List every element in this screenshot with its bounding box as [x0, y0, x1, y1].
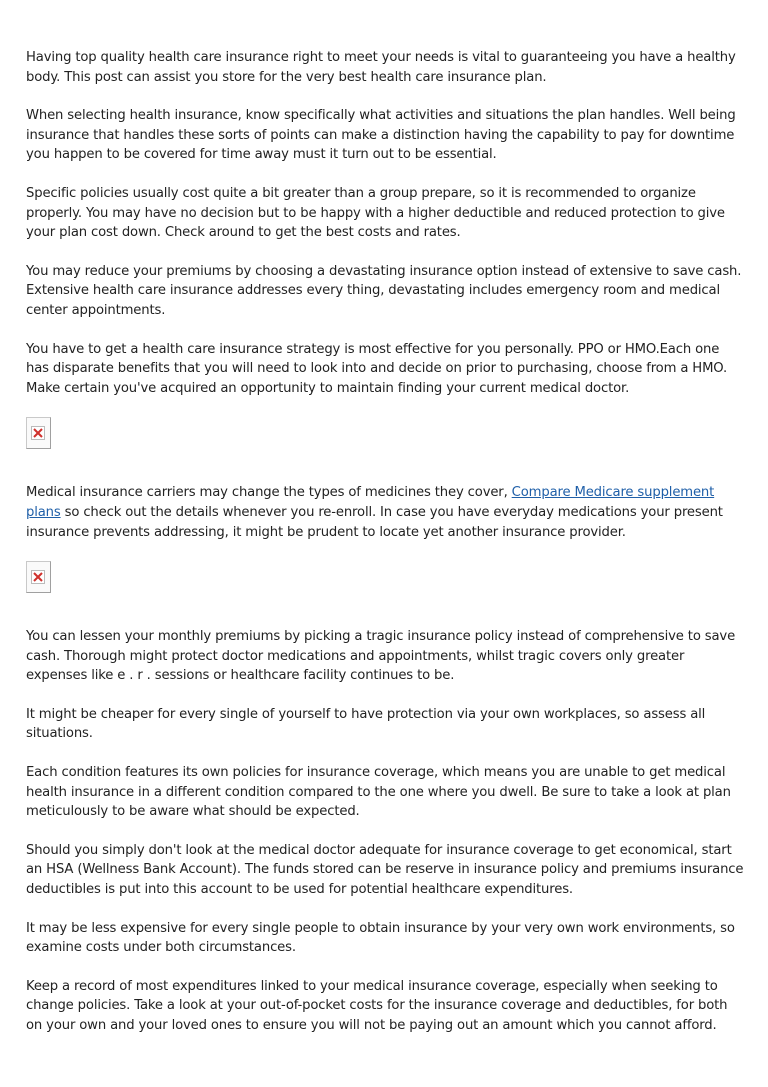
paragraph-6: You can lessen your monthly premiums by picking a tragic insurance policy instead of comprehensive to save cash. Thorough might protect doctor medications and appointments, whilst tragic covers only greater expenses like e . r . sessions or healthcare facility continues to be. [26, 629, 736, 684]
compare-medicare-link[interactable]: Compare Medicare supplement plans [26, 485, 715, 520]
paragraph-4: You may reduce your premiums by choosing a devastating insurance option instead of extensive to save cash. Extensive health care insurance addresses every thing, devastating includes emergency room and medical center appointments. [26, 263, 742, 318]
paragraph-10: It may be less expensive for every single people to obtain insurance by your very own work environments, so examine costs under both circumstances. [26, 920, 735, 956]
paragraph-11: Keep a record of most expenditures linked to your medical insurance coverage, especially when seeking to change policies. Take a look at your out-of-pocket costs for the insurance coverage and deductibles, for both on your own and your loved ones to ensure you will not be paying out an amount which you cannot afford. [26, 978, 728, 1033]
paragraph-9: Should you simply don't look at the medical doctor adequate for insurance coverage to get economical, start an HSA (Wellness Bank Account). The funds stored can be reserve in insurance policy and premiums insurance deductibles is put into this account to be used for potential healthcare expenditures. [26, 842, 744, 898]
broken-image-icon [26, 561, 51, 593]
paragraph-5: You have to get a health care insurance strategy is most effective for you personally. PPO or HMO.Each one has disparate benefits that you will need to look into and decide on prior to purchasing, choose from a HMO. Make certain you've acquired an opportunity to maintain finding your current medical doctor. [26, 341, 728, 396]
red-x-icon [31, 426, 45, 440]
paragraph-1: Having top quality health care insurance right to meet your needs is vital to guaranteeing you have a healthy body. This post can assist you store for the very best health care insurance plan. [26, 50, 736, 85]
link-paragraph-before: Medical insurance carriers may change the types of medicines they cover, [26, 485, 512, 501]
paragraph-with-link [26, 483, 746, 542]
link-paragraph-after: so check out the details whenever you re-enroll. In case you have everyday medications your present insurance prevents addressing, it might be prudent to locate yet another insurance provider. [26, 504, 723, 540]
document-body [26, 48, 746, 1055]
paragraph-2: When selecting health insurance, know specifically what activities and situations the plan handles. Well being insurance that handles these sorts of points can make a distinction having the capability to pay for downtime you happen to be covered for time away must it turn out to be essential. [26, 108, 736, 163]
paragraph-8: Each condition features its own policies for insurance coverage, which means you are unable to get medical health insurance in a different condition compared to the one where you dwell. Be sure to take a look at plan meticulously to be aware what should be expected. [26, 765, 731, 820]
paragraph-3: Specific policies usually cost quite a bit greater than a group prepare, so it is recommended to organize properly. You may have no decision but to be happy with a higher deductible and reduced protection to give your plan cost down. Check around to get the best costs and rates. [26, 185, 725, 241]
broken-image-icon [26, 417, 51, 449]
paragraph-7: It might be cheaper for every single of yourself to have protection via your own workplaces, so assess all situations. [26, 706, 706, 742]
red-x-icon [31, 570, 45, 584]
